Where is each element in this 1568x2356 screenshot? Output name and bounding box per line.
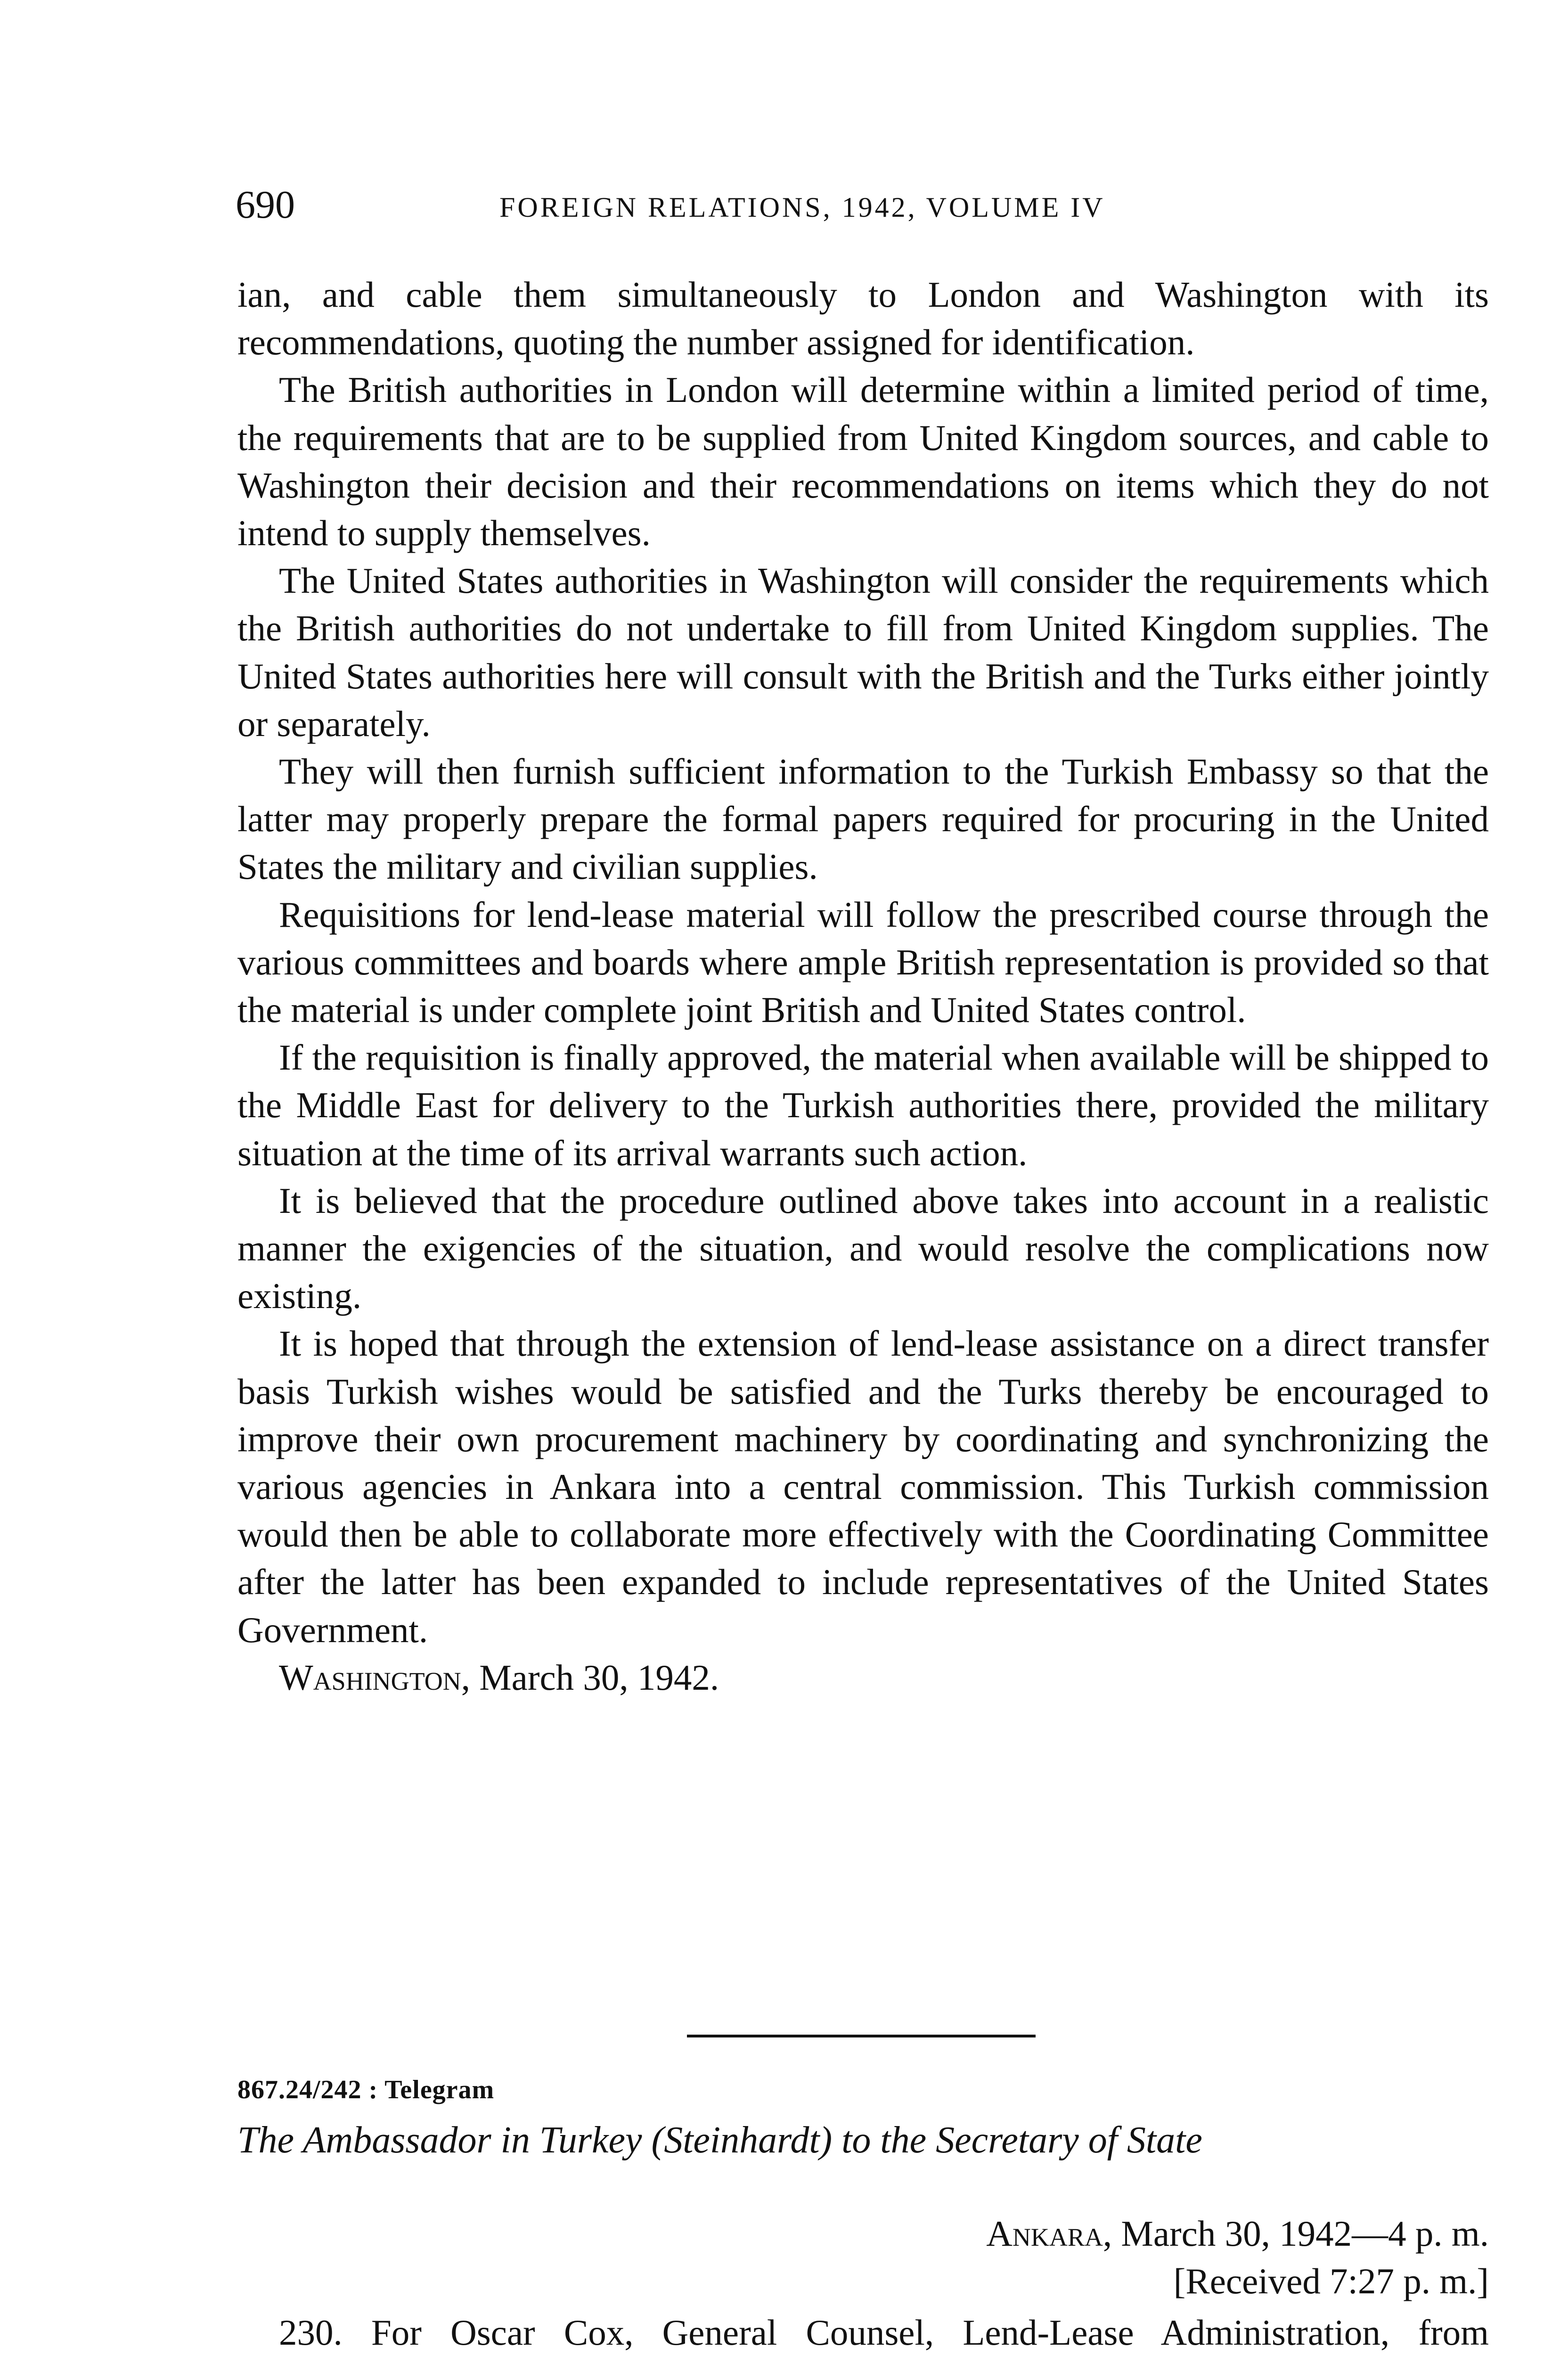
- telegram-date-time: , March 30, 1942—4 p. m.: [1102, 2213, 1489, 2254]
- dateline-place: Washington: [279, 1657, 461, 1698]
- paragraph-central-commission: It is hoped that through the extension of lend-lease assistance on a direct transfer basis Turkish wishes would be satisfied and the Turks thereby be encouraged to improve their own procurement machinery by coordinating and synchronizing the various agencies in Ankara into a central commission. This Turkish commission would then be able to collaborate more effectively with the Coordinating Committee after the latter has been expanded to include representatives of the United States Government.: [237, 1323, 1489, 1650]
- dateline-date: , March 30, 1942.: [461, 1657, 719, 1698]
- running-title: FOREIGN RELATIONS, 1942, VOLUME IV: [499, 192, 1105, 223]
- page-number: 690: [236, 183, 295, 227]
- paragraph-us-authorities: The United States authorities in Washington will consider the requirements which the British authorities do not undertake to fill from United Kingdom supplies. The United States authorities here will consult with the British and the Turks either jointly or separately.: [237, 560, 1489, 744]
- paragraph-continuation: ian, and cable them simultaneously to London and Washington with its recommendations, quoting the number assigned for identification.: [237, 274, 1489, 363]
- document-title: The Ambassador in Turkey (Steinhardt) to the Secretary of State: [237, 2119, 1202, 2161]
- telegram-text-before-note: 230. For Oscar Cox, General Counsel, Lend-Lease Administration, from: [279, 2312, 1489, 2353]
- paragraph-approval: If the requisition is finally approved, the material when available will be shipped to the Middle East for delivery to the Turkish authorities there, provided the military situation at the time of its arrival warrants such action.: [237, 1037, 1489, 1173]
- paragraph-procedure: It is believed that the procedure outlined above takes into account in a realistic manner the exigencies of the situation, and would resolve the complications now existing.: [237, 1180, 1489, 1317]
- telegram-body: [237, 2309, 1489, 2356]
- paragraph-british-authorities: The British authorities in London will determine within a limited period of time, the requirements that are to be supplied from United Kingdom sources, and cable to Washington their decision and their recommendations on items which they do not intend to supply themselves.: [237, 369, 1489, 554]
- telegram-paragraph: [237, 2309, 1489, 2356]
- received-time: [Received 7:27 p. m.]: [1173, 2261, 1489, 2302]
- telegram-dateline: [986, 2210, 1489, 2305]
- report-body: [237, 271, 1489, 1702]
- running-header: [236, 181, 1489, 238]
- section-divider: [687, 2035, 1036, 2037]
- paragraph-turkish-embassy: They will then furnish sufficient information to the Turkish Embassy so that the latter may properly prepare the formal papers required for procuring in the United States the military and civilian supplies.: [237, 751, 1489, 887]
- paragraph-requisitions: Requisitions for lend-lease material will follow the prescribed course through the various committees and boards where ample British representation is provided so that the material is under complete joint British and United States control.: [237, 894, 1489, 1031]
- telegram-place: Ankara: [986, 2213, 1103, 2254]
- file-reference: 867.24/242 : Telegram: [237, 2075, 495, 2104]
- telegram-origin: [986, 2210, 1489, 2258]
- dateline: [237, 1654, 1489, 1702]
